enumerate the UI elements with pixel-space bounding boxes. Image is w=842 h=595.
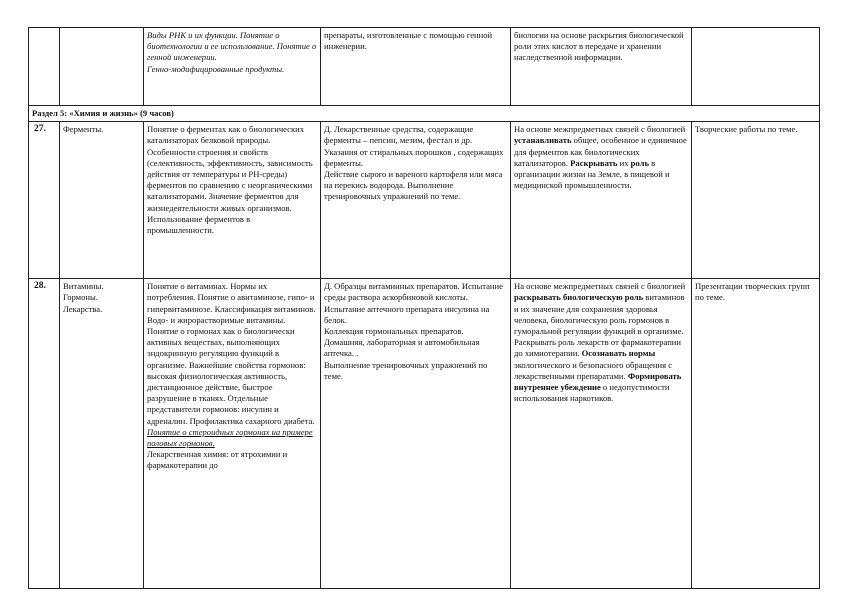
lesson-number: 27. — [29, 122, 60, 279]
activity-keyword: Осознавать нормы — [581, 348, 656, 359]
lesson-activity — [511, 122, 692, 279]
content-text: Понятие о витаминах. Нормы их потребления. Понятие о авитаминозе, гипо- и гипервитаминозе. Классификация витаминов. Водо- и жирорастворимые витамины. Понятие о гормонах как о биологически активных веществах, выполняющих эндокринную регуляцию функций в организме. Важнейшие свойства гормонов: высокая физиологическая активность, дистанционное действие, быстрое разрушение в тканях. Отдельные представители гормонов: инсулин и адреналин. Профилактика сахарного диабета. — [147, 281, 316, 426]
demo-text: Коллекция гормональных препаратов. — [324, 326, 464, 337]
cell-content — [144, 28, 321, 106]
content-text: Виды РНК и их функции. Понятие о биотехнологии и ее использование. Понятие о генной инженерии. — [147, 30, 317, 63]
lesson-plan-table — [28, 27, 820, 589]
activity-text: витаминов и их значение для сохранения здоровья человека, биологическую роль гормонов в гуморальной регуляции функций в организме. Раскрывать роль лекарств от фармакотерапии до химиотерапии. — [514, 292, 685, 359]
cell-control — [692, 28, 820, 106]
section-header-row — [29, 106, 820, 122]
lesson-demo — [321, 279, 511, 589]
table-row-27 — [29, 122, 820, 279]
section-title: Раздел 5: «Химия и жизнь» (9 часов) — [29, 106, 820, 122]
table-row-28 — [29, 279, 820, 589]
activity-keyword: роль — [630, 157, 650, 168]
lesson-content: Понятие о ферментах как о биологических катализаторах белковой природы. Особенности строения и свойств (селективность, эффективность, зависимость действия от температуры и РН-среды) ферментов по сравнению с неорганическими катализаторами. Значение ферментов для жизнедеятельности живых организмов. Использование ферментов в промышленности. — [144, 122, 321, 279]
activity-text: На основе межпредметных связей с биологией — [514, 281, 686, 292]
content-text-emphasis: Понятие о стероидных гормонах на примере половых гормонов. — [147, 426, 313, 449]
activity-keyword: Формировать внутреннее убеждение — [514, 370, 682, 393]
lesson-topic: Ферменты. — [60, 122, 144, 279]
activity-text: На основе межпредметных связей с биологией — [514, 124, 686, 135]
lesson-control: Творческие работы по теме. — [692, 122, 820, 279]
activity-text: о недопустимости использования наркотиков. — [514, 382, 670, 404]
activity-text: общее, особенное и единичное для ферментов как биологических катализаторов. — [514, 135, 687, 168]
topic-line: Гормоны. — [63, 292, 98, 303]
demo-text: препараты, изготовленные с помощью генной инженерии. — [324, 30, 493, 52]
activity-text: экологического и безопасного обращения с лекарственными препаратами. — [514, 359, 673, 381]
demo-text: Действие сырого и вареного картофеля или мяса на перекись водорода. Выполнение тренировочных упражнений по теме. — [324, 169, 503, 202]
demo-text: Д. Образцы витаминных препаратов. Испытание среды раствора аскорбиновой кислоты. — [324, 281, 503, 303]
lesson-activity — [511, 279, 692, 589]
table-row-continuation — [29, 28, 820, 106]
lesson-content — [144, 279, 321, 589]
content-text: Лекарственная химия: от ятрохимии и фармакотерапии до — [147, 449, 288, 471]
cell-activity — [511, 28, 692, 106]
lesson-control: Презентации творческих групп по теме. — [692, 279, 820, 589]
topic-line: Лекарства. — [63, 303, 103, 314]
demo-text: Д. Лекарственные средства, содержащие ферменты – пепсин, мезим, фестал и др. Указания от стиральных порошков , содержащих ферменты. — [324, 124, 504, 168]
lesson-number: 28. — [29, 279, 60, 589]
activity-text: в организации жизни на Земле, в пищевой и медицинской промышленности. — [514, 157, 670, 191]
activity-text: биологии на основе раскрытия биологической роли этих кислот в передаче и хранении наследственной информации. — [514, 30, 684, 63]
lesson-topic — [60, 279, 144, 589]
cell-num — [29, 28, 60, 106]
topic-line: Витамины. — [63, 281, 104, 292]
content-text: Генно-модифицированные продукты. — [147, 63, 285, 74]
cell-demo — [321, 28, 511, 106]
demo-text: Выполнение тренировочных упражнений по теме. — [324, 359, 488, 381]
lesson-demo — [321, 122, 511, 279]
activity-keyword: Раскрывать — [570, 157, 618, 168]
activity-text: их — [617, 157, 631, 168]
activity-keyword: устанавливать — [514, 135, 572, 146]
cell-topic — [60, 28, 144, 106]
demo-text: Домашняя, лабораторная и автомобильная аптечка. . — [324, 337, 480, 359]
demo-text: Испытание аптечного препарата инсулина на белок. — [324, 303, 490, 325]
activity-keyword: раскрывать биологическую роль — [514, 292, 644, 303]
